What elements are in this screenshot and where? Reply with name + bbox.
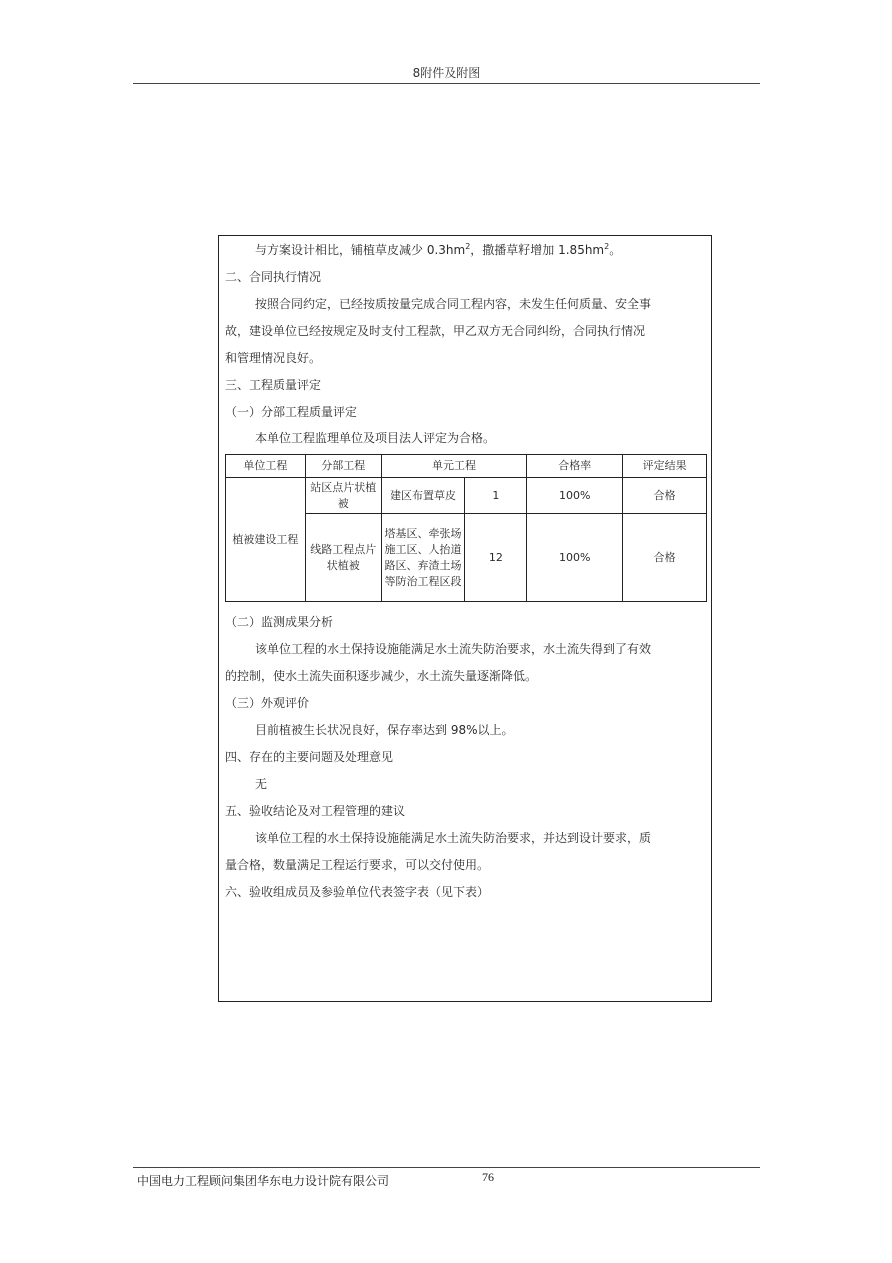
header-result: 评定结果 [623, 455, 707, 478]
section-5-paragraph-line-1: 该单位工程的水土保持设施能满足水土流失防治要求，并达到设计要求，质 [255, 831, 652, 845]
acceptance-content-box [218, 235, 712, 1002]
unit-name-cell: 塔基区、牵张场施工区、人抬道路区、弃渣土场等防治工程区段 [381, 514, 465, 602]
quality-evaluation-table [225, 454, 707, 602]
subsection-3-title: （三）外观评价 [225, 696, 310, 710]
section-2-paragraph-line-1: 按照合同约定，已经按质按量完成合同工程内容，未发生任何质量、安全事 [255, 297, 652, 311]
section-5-title: 五、验收结论及对工程管理的建议 [225, 804, 406, 818]
section-2-paragraph-line-2: 故，建设单位已经按规定及时支付工程款，甲乙双方无合同纠纷，合同执行情况 [225, 324, 646, 338]
result-cell: 合格 [623, 514, 707, 602]
table-row [226, 478, 707, 514]
section-6-title: 六、验收组成员及参验单位代表签字表（见下表） [225, 885, 490, 899]
rate-cell: 100% [527, 478, 623, 514]
unit-name-cell: 建区布置草皮 [381, 478, 465, 514]
section-3-title: 三、工程质量评定 [225, 378, 322, 392]
header-rule [133, 83, 760, 84]
area-change-line: 与方案设计相比，铺植草皮减少 $0.3hm^2$，撒播草籽增加 $1.85hm^2$。 [255, 242, 622, 257]
count-cell: 12 [465, 514, 527, 602]
footer-company: 中国电力工程顾问集团华东电力设计院有限公司 [137, 1174, 390, 1188]
page-number: 76 [482, 1170, 494, 1184]
result-cell: 合格 [623, 478, 707, 514]
subsection-1-title: （一）分部工程质量评定 [225, 405, 358, 419]
section-2-title: 二、合同执行情况 [225, 270, 322, 284]
section-4-text: 无 [255, 777, 268, 791]
header-unit-project: 单位工程 [226, 455, 306, 478]
subsection-1-text: 本单位工程监理单位及项目法人评定为合格。 [255, 431, 496, 445]
section-4-title: 四、存在的主要问题及处理意见 [225, 750, 394, 764]
division-cell: 线路工程点片状植被 [305, 514, 381, 602]
table-header-row [226, 455, 707, 478]
section-2-paragraph-line-3: 和管理情况良好。 [225, 351, 322, 365]
subsection-2-paragraph-line-1: 该单位工程的水土保持设施能满足水土流失防治要求，水土流失得到了有效 [255, 642, 652, 656]
page-header: 8附件及附图 [412, 66, 481, 80]
subsection-2-paragraph-line-2: 的控制，使水土流失面积逐步减少，水土流失量逐渐降低。 [225, 669, 538, 683]
count-cell: 1 [465, 478, 527, 514]
rate-cell: 100% [527, 514, 623, 602]
division-cell: 站区点片状植被 [305, 478, 381, 514]
unit-project-cell: 植被建设工程 [226, 478, 306, 602]
section-5-paragraph-line-2: 量合格，数量满足工程运行要求，可以交付使用。 [225, 858, 490, 872]
subsection-2-title: （二）监测成果分析 [225, 615, 334, 629]
header-division-project: 分部工程 [305, 455, 381, 478]
header-unit-element: 单元工程 [381, 455, 527, 478]
header-pass-rate: 合格率 [527, 455, 623, 478]
footer-rule [133, 1167, 760, 1168]
subsection-3-text: 目前植被生长状况良好，保存率达到 98%以上。 [255, 723, 514, 737]
